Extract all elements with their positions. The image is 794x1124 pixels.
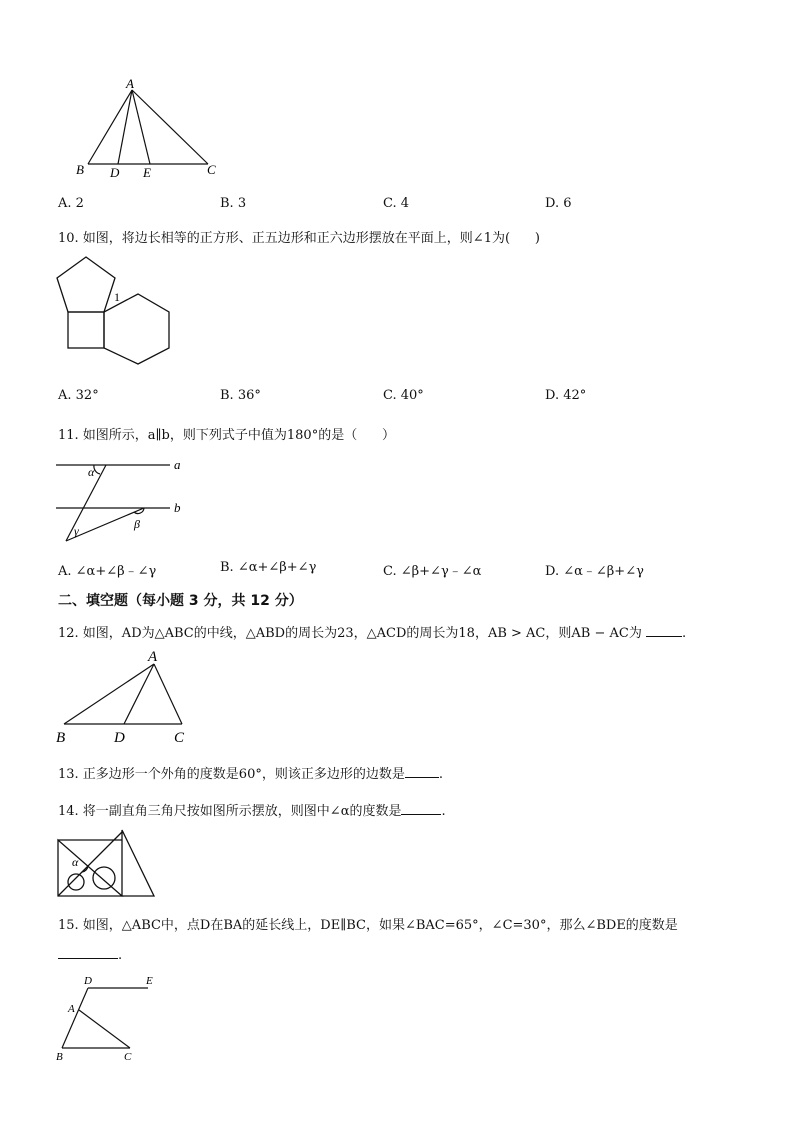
q11-label-a: a	[174, 457, 181, 472]
q12-text: 12. 如图，AD为△ABC的中线，△ABD的周长为23，△ACD的周长为18，AB > AC，则AB − AC为	[58, 626, 642, 641]
q9-label-d: D	[110, 165, 120, 180]
q13-tail: .	[438, 767, 443, 782]
q12-question	[58, 622, 686, 641]
q11-figure	[52, 452, 192, 547]
q9-label-c: C	[207, 162, 216, 177]
q9-label-a: A	[126, 76, 134, 91]
q15-label-e: E	[146, 975, 153, 987]
q11-option-b: B. ∠α+∠β+∠γ	[220, 560, 317, 575]
q13-question	[58, 763, 443, 782]
q11-label-gamma: γ	[74, 524, 79, 538]
q11-question: 11. 如图所示，a∥b，则下列式子中值为180°的是（ ）	[58, 428, 395, 443]
q14-figure	[52, 826, 162, 901]
q10-option-d: D. 42°	[545, 388, 587, 403]
q15-tail: .	[118, 948, 123, 963]
q10-option-a: A. 32°	[58, 388, 99, 403]
q11-label-beta: β	[134, 517, 140, 531]
q10-angle-label: 1	[114, 290, 120, 304]
q9-figure	[70, 76, 230, 186]
q14-question	[58, 800, 446, 819]
q11-label-alpha: α	[88, 465, 95, 479]
q9-option-b: B. 3	[220, 196, 247, 211]
q13-text: 13. 正多边形一个外角的度数是60°，则该正多边形的边数是	[58, 767, 405, 782]
q11-label-b: b	[174, 500, 181, 515]
q14-alpha-label: α	[72, 855, 79, 869]
q11-option-c: C. ∠β+∠γ﹣∠α	[383, 564, 482, 579]
section-title: 二、填空题（每小题 3 分，共 12 分）	[58, 593, 303, 609]
q12-answer-blank[interactable]	[646, 624, 682, 637]
q10-question: 10. 如图，将边长相等的正方形、正五边形和正六边形摆放在平面上，则∠1为( )	[58, 231, 540, 246]
q15-question: 15. 如图，△ABC中，点D在BA的延长线上，DE∥BC，如果∠BAC=65°，∠C=30°，那么∠BDE的度数是	[58, 918, 678, 933]
q9-label-b: B	[76, 162, 84, 177]
q9-option-c: C. 4	[383, 196, 410, 211]
q12-label-a: A	[148, 649, 158, 665]
q12-figure	[52, 646, 202, 746]
q11-option-d: D. ∠α﹣∠β+∠γ	[545, 564, 644, 579]
q9-option-d: D. 6	[545, 196, 572, 211]
q15-label-b: B	[56, 1051, 63, 1063]
q11-option-a: A. ∠α+∠β﹣∠γ	[58, 564, 157, 579]
q15-answer-row	[58, 946, 122, 963]
q9-label-e: E	[143, 165, 151, 180]
q15-figure	[52, 972, 182, 1067]
q14-tail: .	[441, 804, 446, 819]
q9-option-a: A. 2	[58, 196, 84, 211]
q15-label-c: C	[124, 1051, 132, 1063]
q14-text: 14. 将一副直角三角尺按如图所示摆放，则图中∠α的度数是	[58, 804, 402, 819]
q10-figure	[52, 250, 177, 365]
q12-label-c: C	[174, 730, 185, 746]
q15-label-d: D	[84, 975, 92, 987]
q10-option-b: B. 36°	[220, 388, 261, 403]
q15-label-a: A	[68, 1003, 75, 1015]
q14-answer-blank[interactable]	[401, 802, 441, 815]
q10-option-c: C. 40°	[383, 388, 424, 403]
q12-label-b: B	[56, 730, 66, 746]
q15-answer-blank[interactable]	[58, 946, 118, 959]
q12-label-d: D	[114, 730, 125, 746]
q12-tail: .	[681, 626, 687, 641]
q13-answer-blank[interactable]	[405, 765, 439, 778]
